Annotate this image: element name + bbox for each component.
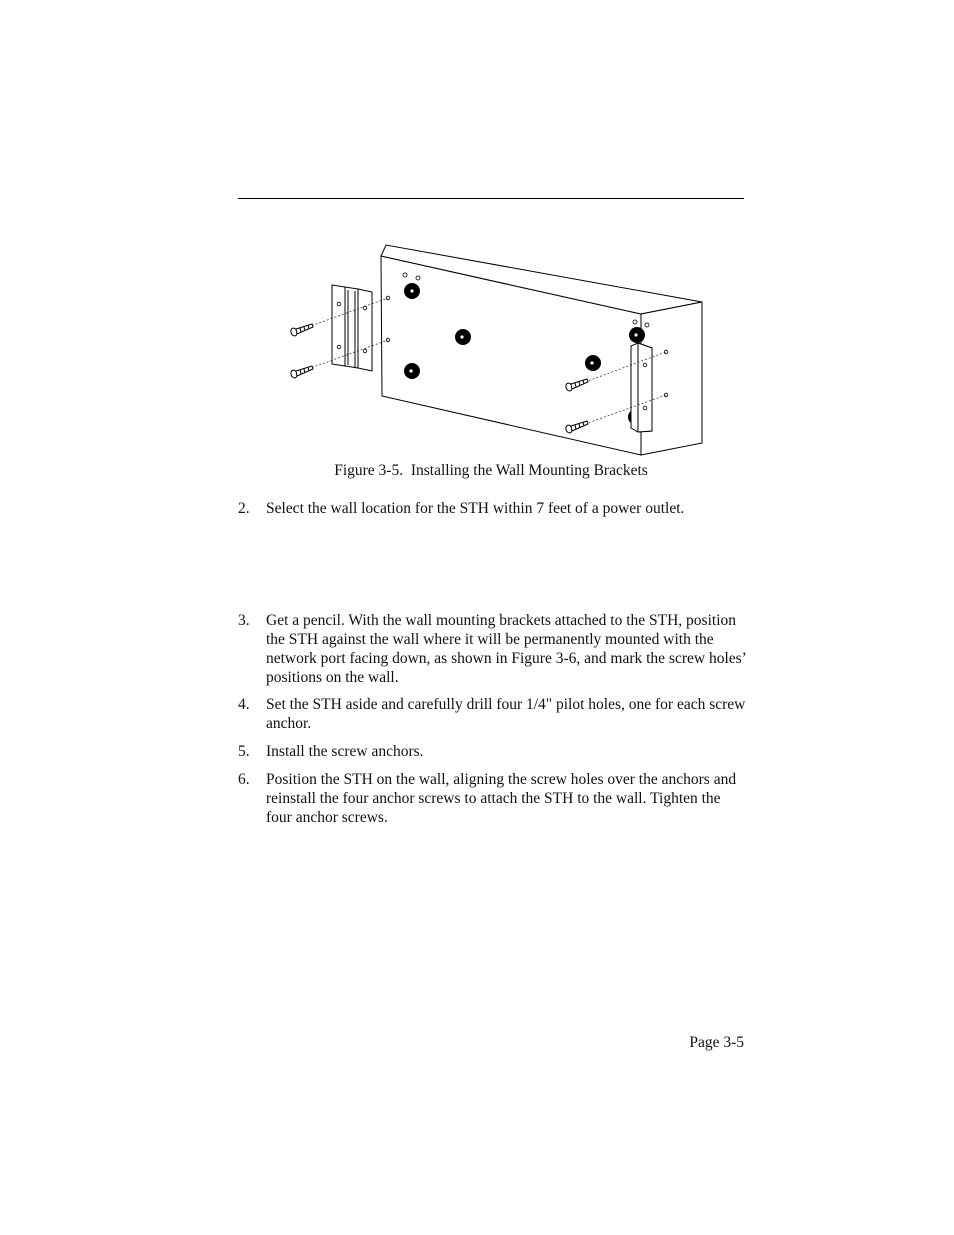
- step-text: Set the STH aside and carefully drill four 1/4" pilot holes, one for each screw anchor.: [266, 696, 746, 732]
- step-5: [238, 742, 748, 761]
- screw: [290, 366, 313, 379]
- step-text: Get a pencil. With the wall mounting brackets attached to the STH, position the STH against the wall where it will be permanently mounted with the network port facing down, as shown in Figure 3-6, and mark the screw holes’ positions on the wall.: [266, 612, 746, 686]
- step-3: [238, 611, 748, 687]
- step-6: [238, 770, 748, 827]
- header-rule: [238, 198, 744, 199]
- screw: [290, 324, 313, 337]
- page-number: Page 3-5: [689, 1034, 744, 1051]
- left-bracket: [332, 285, 372, 371]
- step-text: Install the screw anchors.: [266, 743, 424, 760]
- step-number: 5.: [238, 743, 250, 760]
- right-bracket: [631, 343, 652, 432]
- step-text: Position the STH on the wall, aligning the screw holes over the anchors and reinstall the four anchor screws to attach the STH to the wall. Tighten the four anchor screws.: [266, 771, 737, 826]
- step-number: 3.: [238, 612, 250, 629]
- step-number: 4.: [238, 696, 250, 713]
- step-2: [238, 499, 748, 518]
- step-number: 6.: [238, 771, 250, 788]
- figure-caption: Figure 3-5. Installing the Wall Mounting Brackets: [334, 462, 648, 479]
- step-text: Select the wall location for the STH within 7 feet of a power outlet.: [266, 500, 685, 517]
- step-number: 2.: [238, 500, 250, 517]
- wall-bracket-illustration: [280, 238, 710, 460]
- step-4: [238, 695, 748, 733]
